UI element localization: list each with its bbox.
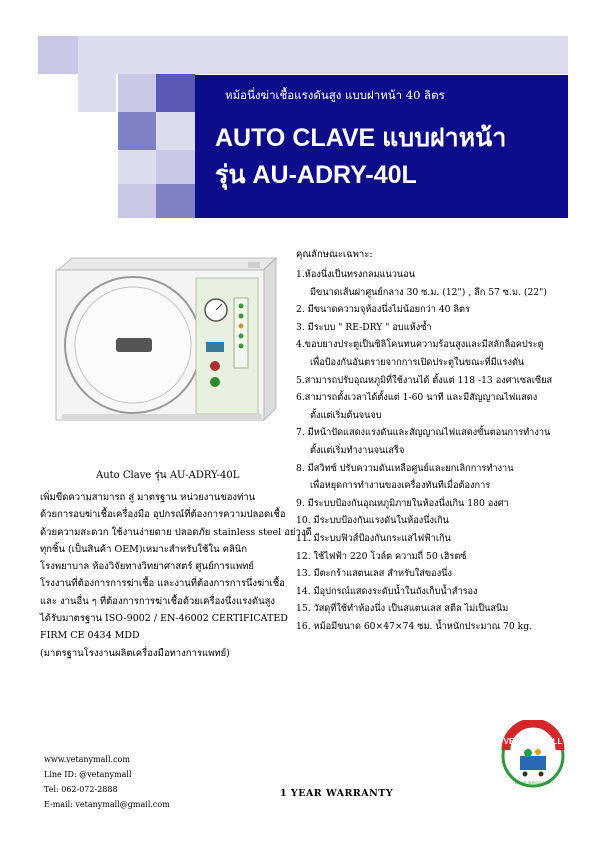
description-line: (มาตรฐานโรงงานผลิตเครื่องมือทางการแพทย์) (40, 647, 230, 659)
spec-item: 16. หม้อมีขนาด 60×47×74 ซม. น้ำหนักประมาณ 70 kg. (296, 620, 533, 632)
warranty-text: 1 YEAR WARRANTY (280, 788, 394, 799)
decor-square (156, 150, 195, 184)
autoclave-image (48, 250, 278, 430)
website-link[interactable]: www.vetanymall.com (44, 755, 130, 764)
description-line: และ งานอื่น ๆ ที่ต้องการการฆ่าเชื้อด้วยเครื่องนึ่งแรงดันสูง (40, 595, 276, 607)
spec-item: ตั้งแต่เริ่มต้นจนจบ (310, 409, 382, 421)
vetanymall-logo (500, 720, 566, 790)
spec-item: เพื่อหยุดการทำงานของเครื่องทันทีเมื่อต้องการ (310, 480, 491, 492)
decor-square (118, 150, 156, 184)
decor-square (118, 112, 156, 150)
spec-item: 15. วัสดุที่ใช้ทำห้องนึ่ง เป็นสแตนเลส สตีล ไม่เป็นสนิม (296, 603, 509, 615)
contact-info (44, 752, 170, 812)
spec-item: 11. มีระบบฟิวส์ป้องกันกระแสไฟฟ้าเกิน (296, 532, 451, 544)
svg-text:* ONLINE SERVICE SHOP *: * ONLINE SERVICE SHOP * (512, 781, 554, 785)
decor-square (156, 74, 195, 112)
spec-item: 1.ห้องนึ่งเป็นทรงกลมแนวนอน (296, 269, 416, 280)
email[interactable]: E-mail: vetanymall@gmail.com (44, 800, 170, 809)
model-title: รุ่น AU-ADRY-40L (215, 161, 417, 189)
spec-item: 2. มีขนาดความจุห้องนึ่งไม่น้อยกว่า 40 ลิตร (296, 304, 470, 316)
description-line: โรงพยาบาล ห้องวิจัยทางวิทยาศาสตร์ ศูนย์การแพทย์ (40, 561, 254, 573)
decor-square (118, 184, 156, 218)
spec-item: 9. มีระบบป้องกันอุณหภูมิภายในห้องนึ่งเกิน 180 องศา (296, 497, 509, 509)
decor-square (78, 74, 116, 112)
description-line: ด้วยความสะดวก ใช้งานง่ายดาย ปลอดภัย stainless steel อย่างดี (40, 526, 312, 538)
decor-square (156, 112, 195, 150)
spec-heading: คุณลักษณะเฉพาะ: (296, 249, 373, 260)
decor-square (118, 74, 156, 112)
description-line: ด้วยการอบฆ่าเชื้อเครื่องมือ อุปกรณ์ที่ต้องการความปลอดเชื้อ (40, 509, 286, 521)
spec-item: 10. มีระบบป้องกันแรงดันในห้องนึ่งเกิน (296, 515, 449, 527)
product-caption: Auto Clave รุ่น AU-ADRY-40L (96, 470, 240, 481)
spec-item: 3. มีระบบ " RE-DRY " อบแห้งซ้ำ (296, 321, 432, 333)
spec-item: 7. มีหน้าปัดแสดงแรงดันและสัญญาณไฟแสดงขั้นตอนการทำงาน (296, 427, 551, 439)
spec-item: เพื่อป้องกันอันตรายจากการเปิดประตูในขณะที่มีแรงดัน (310, 356, 525, 368)
spec-item: 8. มีสวิทซ์ ปรับความดันเหลือศูนย์และยกเลิกการทำงาน (296, 462, 514, 474)
spec-item: 12. ใช้ไฟฟ้า 220 โวล์ต ความถี่ 50 เฮิรตซ์ (296, 550, 467, 562)
description-line: เพิ่มขีดความสามารถ สู่ มาตรฐาน หน่วยงานของท่าน (40, 492, 256, 503)
telephone: Tel: 062-072-2888 (44, 785, 118, 794)
decor-square (156, 184, 195, 218)
page-subtitle: หม้อนึ่งฆ่าเชื้อแรงดันสูง แบบฝาหน้า 40 ลิตร (225, 88, 445, 102)
decor-square (78, 36, 118, 74)
svg-text:VET ANY MALL: VET ANY MALL (503, 737, 563, 746)
spec-item: 14. มีอุปกรณ์แสดงระดับน้ำในถังเก็บน้ำสำรอง (296, 585, 478, 597)
description-line: FIRM CE 0434 MDD (40, 630, 140, 642)
page-title: AUTO CLAVE แบบฝาหน้า (215, 124, 507, 152)
line-id: Line ID: @vetanymall (44, 770, 132, 779)
spec-item: 4.ขอบยางประตูเป็นซิลิโคนทนความร้อนสูงและมีสลักล็อคประตู (296, 339, 544, 351)
spec-item: มีขนาดเส้นผ่าศูนย์กลาง 30 ซ.ม. (12") , ลึก 57 ซ.ม. (22") (310, 286, 547, 298)
spec-item: 5.สามารถปรับอุณหภูมิที่ใช้งานได้ ตั้งแต่ 118 -13 องศาเซลเซียส (296, 374, 553, 386)
spec-item: ตั้งแต่เริ่มทำงานจนเสร็จ (310, 444, 405, 456)
description-line: โรงงานที่ต้องการการฆ่าเชื้อ และงานที่ต้องการการนึ่งฆ่าเชื้อ (40, 578, 285, 590)
decor-square (38, 36, 78, 74)
spec-list (296, 266, 596, 635)
description-line: ได้รับมาตรฐาน ISO-9002 / EN-46002 CERTIFICATED (40, 613, 288, 625)
description-line: ทุกชิ้น (เป็นสินค้า OEM)เหมาะสำหรับใช้ใน คลินิก (40, 543, 248, 555)
spec-item: 6.สามารถตั้งเวลาได้ตั้งแต่ 1-60 นาที และมีสัญญาณไฟแสดง (296, 392, 538, 404)
spec-item: 13. มีตะกร้าแสตนเลส สำหรับใส่ของนึ่ง (296, 568, 452, 580)
product-description (40, 489, 312, 662)
